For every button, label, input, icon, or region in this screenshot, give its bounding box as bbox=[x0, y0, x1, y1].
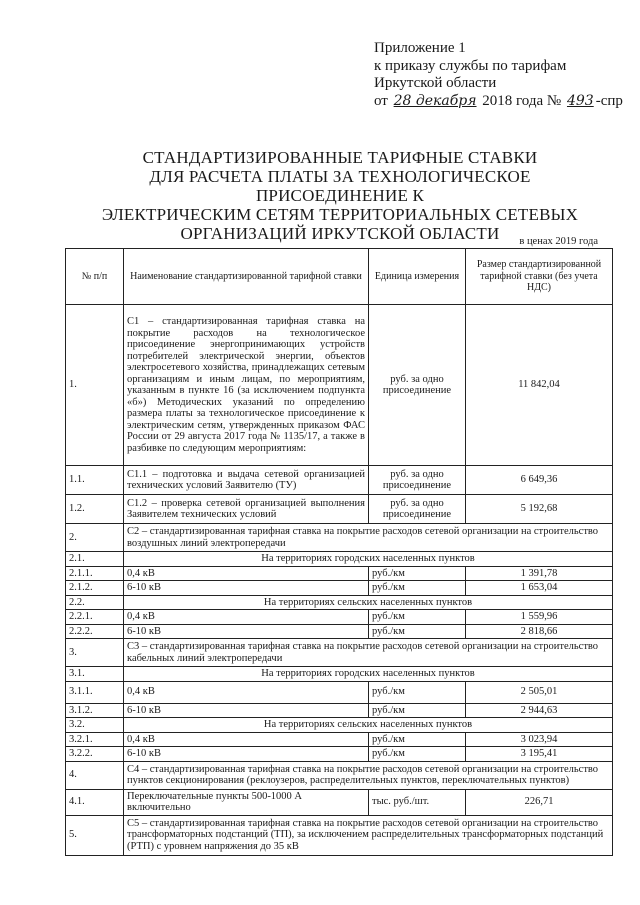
row-name: На территориях сельских населенных пунктов bbox=[124, 718, 613, 733]
table-row bbox=[66, 566, 613, 581]
handwritten-date: 28 декабря bbox=[393, 92, 477, 109]
table-row bbox=[66, 495, 613, 524]
row-num: 2.1. bbox=[66, 552, 124, 567]
header-value: Размер стандартизированной тарифной ставки (без учета НДС) bbox=[466, 249, 613, 305]
row-name: С1.1 – подготовка и выдача сетевой организацией технических условий Заявителю (ТУ) bbox=[124, 466, 369, 495]
row-value: 3 195,41 bbox=[466, 747, 613, 762]
table-row bbox=[66, 595, 613, 610]
row-unit: руб. за одно присоединение bbox=[369, 466, 466, 495]
row-name: 0,4 кВ bbox=[124, 610, 369, 625]
table-row bbox=[66, 466, 613, 495]
header-name: Наименование стандартизированной тарифной ставки bbox=[124, 249, 369, 305]
row-name: 0,4 кВ bbox=[124, 681, 369, 703]
row-name: С1 – стандартизированная тарифная ставка на покрытие расходов на технологическое присоединение энергопринимающих устройств потребителей электрической энергии, объектов электросетевого хозяйства, принадлежащих сетевым организациям и иным лицам, по мероприятиям, указанным в пункте 16 (за исключением подпункта «б») Методических указаний по определению размера платы за технологическое присоединение к электрическим сетям, утвержденных приказом ФАС России от 29 августа 2017 года № 1135/17, а также в разбивке по следующим мероприятиям: bbox=[124, 305, 369, 466]
row-num: 5. bbox=[66, 815, 124, 855]
table-row bbox=[66, 681, 613, 703]
title-line-1: СТАНДАРТИЗИРОВАННЫЕ ТАРИФНЫЕ СТАВКИ bbox=[142, 148, 538, 167]
row-name: С5 – стандартизированная тарифная ставка на покрытие расходов сетевой организации на строительство трансформаторных подстанций (ТП), за исключением распределительных трансформаторных подстанций (РТП) с уровнем напряжения до 35 кВ bbox=[124, 815, 613, 855]
row-num: 2.2.2. bbox=[66, 624, 124, 639]
row-name: 6-10 кВ bbox=[124, 747, 369, 762]
row-name: С2 – стандартизированная тарифная ставка на покрытие расходов сетевой организации на строительство воздушных линий электропередачи bbox=[124, 524, 613, 552]
row-unit: руб./км bbox=[369, 703, 466, 718]
table-header-row bbox=[66, 249, 613, 305]
row-num: 1.2. bbox=[66, 495, 124, 524]
tariff-table bbox=[65, 248, 613, 856]
row-name: С4 – стандартизированная тарифная ставка на покрытие расходов сетевой организации на строительство пунктов секционирования (реклоузеров, распределительных пунктов, переключательных пунктов) bbox=[124, 761, 613, 789]
table-row bbox=[66, 524, 613, 552]
table-row bbox=[66, 305, 613, 466]
table-row bbox=[66, 815, 613, 855]
table-row bbox=[66, 732, 613, 747]
row-name: 6-10 кВ bbox=[124, 624, 369, 639]
row-num: 4. bbox=[66, 761, 124, 789]
row-name: С1.2 – проверка сетевой организацией выполнения Заявителем технических условий bbox=[124, 495, 369, 524]
header-unit: Единица измерения bbox=[369, 249, 466, 305]
row-unit: руб./км bbox=[369, 732, 466, 747]
row-name: С3 – стандартизированная тарифная ставка на покрытие расходов сетевой организации на строительство кабельных линий электропередачи bbox=[124, 639, 613, 667]
prices-note: в ценах 2019 года bbox=[519, 236, 598, 247]
row-value: 2 944,63 bbox=[466, 703, 613, 718]
table-row bbox=[66, 703, 613, 718]
document-title bbox=[80, 148, 600, 243]
row-num: 3.2.2. bbox=[66, 747, 124, 762]
row-num: 3.1.2. bbox=[66, 703, 124, 718]
row-unit: руб. за одно присоединение bbox=[369, 305, 466, 466]
row-name: 0,4 кВ bbox=[124, 732, 369, 747]
date-prefix: от bbox=[374, 92, 388, 109]
row-value: 2 505,01 bbox=[466, 681, 613, 703]
appendix-line-1: Приложение 1 bbox=[374, 40, 466, 56]
row-value: 2 818,66 bbox=[466, 624, 613, 639]
row-num: 2.1.1. bbox=[66, 566, 124, 581]
row-value: 1 391,78 bbox=[466, 566, 613, 581]
appendix-block bbox=[374, 40, 623, 110]
title-line-4: ОРГАНИЗАЦИЙ ИРКУТСКОЙ ОБЛАСТИ bbox=[180, 224, 500, 243]
row-name: На территориях городских населенных пунктов bbox=[124, 552, 613, 567]
row-name: 6-10 кВ bbox=[124, 581, 369, 596]
table-row bbox=[66, 718, 613, 733]
table-row bbox=[66, 667, 613, 682]
row-name: На территориях сельских населенных пунктов bbox=[124, 595, 613, 610]
year-text: 2018 года № bbox=[482, 92, 562, 109]
row-value: 3 023,94 bbox=[466, 732, 613, 747]
title-line-2: ДЛЯ РАСЧЕТА ПЛАТЫ ЗА ТЕХНОЛОГИЧЕСКОЕ ПРИСОЕДИНЕНИЕ К bbox=[149, 167, 531, 205]
row-num: 2.1.2. bbox=[66, 581, 124, 596]
row-value: 11 842,04 bbox=[466, 305, 613, 466]
table-row bbox=[66, 639, 613, 667]
row-name: 0,4 кВ bbox=[124, 566, 369, 581]
row-value: 226,71 bbox=[466, 789, 613, 815]
appendix-line-2: к приказу службы по тарифам bbox=[374, 57, 567, 74]
row-unit: руб./км bbox=[369, 681, 466, 703]
row-value: 1 559,96 bbox=[466, 610, 613, 625]
row-unit: руб./км bbox=[369, 747, 466, 762]
row-unit: руб. за одно присоединение bbox=[369, 495, 466, 524]
title-line-3: ЭЛЕКТРИЧЕСКИМ СЕТЯМ ТЕРРИТОРИАЛЬНЫХ СЕТЕВЫХ bbox=[101, 205, 579, 224]
row-value: 6 649,36 bbox=[466, 466, 613, 495]
header-num: № п/п bbox=[66, 249, 124, 305]
table-row bbox=[66, 552, 613, 567]
table-row bbox=[66, 789, 613, 815]
row-num: 2.2. bbox=[66, 595, 124, 610]
row-name: На территориях городских населенных пунктов bbox=[124, 667, 613, 682]
table-row bbox=[66, 747, 613, 762]
table-row bbox=[66, 761, 613, 789]
row-num: 3.2.1. bbox=[66, 732, 124, 747]
table-row bbox=[66, 624, 613, 639]
row-num: 4.1. bbox=[66, 789, 124, 815]
table-row bbox=[66, 581, 613, 596]
number-suffix: -спр bbox=[595, 92, 623, 109]
row-unit: руб./км bbox=[369, 624, 466, 639]
row-unit: руб./км bbox=[369, 610, 466, 625]
appendix-date-line bbox=[374, 93, 623, 111]
handwritten-number: 493 bbox=[566, 92, 594, 109]
row-num: 3.1. bbox=[66, 667, 124, 682]
row-num: 2.2.1. bbox=[66, 610, 124, 625]
row-unit: руб./км bbox=[369, 581, 466, 596]
table-row bbox=[66, 610, 613, 625]
row-num: 1.1. bbox=[66, 466, 124, 495]
row-name: 6-10 кВ bbox=[124, 703, 369, 718]
row-num: 3.2. bbox=[66, 718, 124, 733]
row-value: 1 653,04 bbox=[466, 581, 613, 596]
row-num: 1. bbox=[66, 305, 124, 466]
row-num: 3.1.1. bbox=[66, 681, 124, 703]
row-unit: руб./км bbox=[369, 566, 466, 581]
row-value: 5 192,68 bbox=[466, 495, 613, 524]
row-unit: тыс. руб./шт. bbox=[369, 789, 466, 815]
row-name: Переключательные пункты 500-1000 А включительно bbox=[124, 789, 369, 815]
row-num: 3. bbox=[66, 639, 124, 667]
appendix-line-3: Иркутской области bbox=[374, 75, 497, 91]
row-num: 2. bbox=[66, 524, 124, 552]
